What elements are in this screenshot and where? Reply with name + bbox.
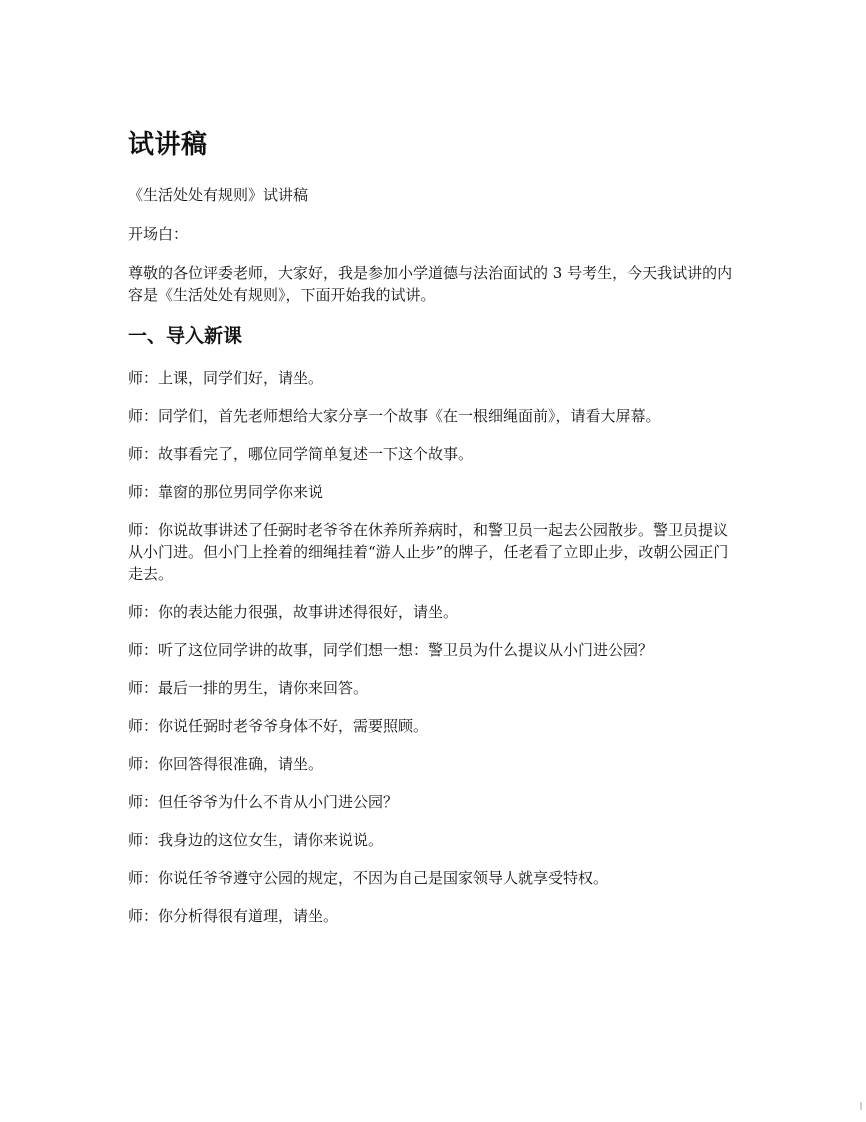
dialog-line: 师：你分析得很有道理，请坐。: [128, 907, 339, 925]
dialog-line: 师：你说故事讲述了任弼时老爷爷在休养所养病时，和警卫员一起去公园散步。警卫员提议从小门进。但小门上拴着的细绳挂着“游人止步”的牌子，任老看了立即止步，改朝公园正门走去。: [128, 521, 729, 583]
dialog-line: 师：最后一排的男生，请你来回答。: [128, 679, 369, 697]
dialog-line: 师：听了这位同学讲的故事，同学们想一想：警卫员为什么提议从小门进公园？: [128, 641, 654, 659]
document-title: 试讲稿: [128, 130, 208, 160]
dialog-line: 师：靠窗的那位男同学你来说: [128, 483, 324, 501]
dialog-line: 师：故事看完了，哪位同学简单复述一下这个故事。: [128, 445, 474, 463]
dialog-line: 师：同学们，首先老师想给大家分享一个故事《在一根细绳面前》，请看大屏幕。: [128, 407, 661, 425]
page-edge-mark: [860, 1102, 862, 1110]
dialog-line: 师：你的表达能力很强，故事讲述得很好，请坐。: [128, 603, 459, 621]
opening-label: 开场白：: [128, 225, 189, 243]
opening-text: 尊敬的各位评委老师，大家好，我是参加小学道德与法治面试的 3 号考生，今天我试讲的内容是《生活处处有规则》，下面开始我的试讲。: [128, 264, 733, 304]
dialog-line: 师：但任爷爷为什么不肯从小门进公园？: [128, 793, 399, 811]
lesson-subtitle: 《生活处处有规则》试讲稿: [128, 186, 309, 204]
section-heading: 一、导入新课: [128, 325, 243, 347]
dialog-line: 师：你说任爷爷遵守公园的规定，不因为自己是国家领导人就享受特权。: [128, 869, 609, 887]
dialog-line: 师：你回答得很准确，请坐。: [128, 755, 324, 773]
dialog-line: 师：你说任弼时老爷爷身体不好，需要照顾。: [128, 717, 429, 735]
dialog-list: [128, 367, 738, 927]
document-content: [128, 128, 738, 943]
dialog-line: 师：我身边的这位女生，请你来说说。: [128, 831, 384, 849]
dialog-line: 师：上课，同学们好，请坐。: [128, 369, 324, 387]
